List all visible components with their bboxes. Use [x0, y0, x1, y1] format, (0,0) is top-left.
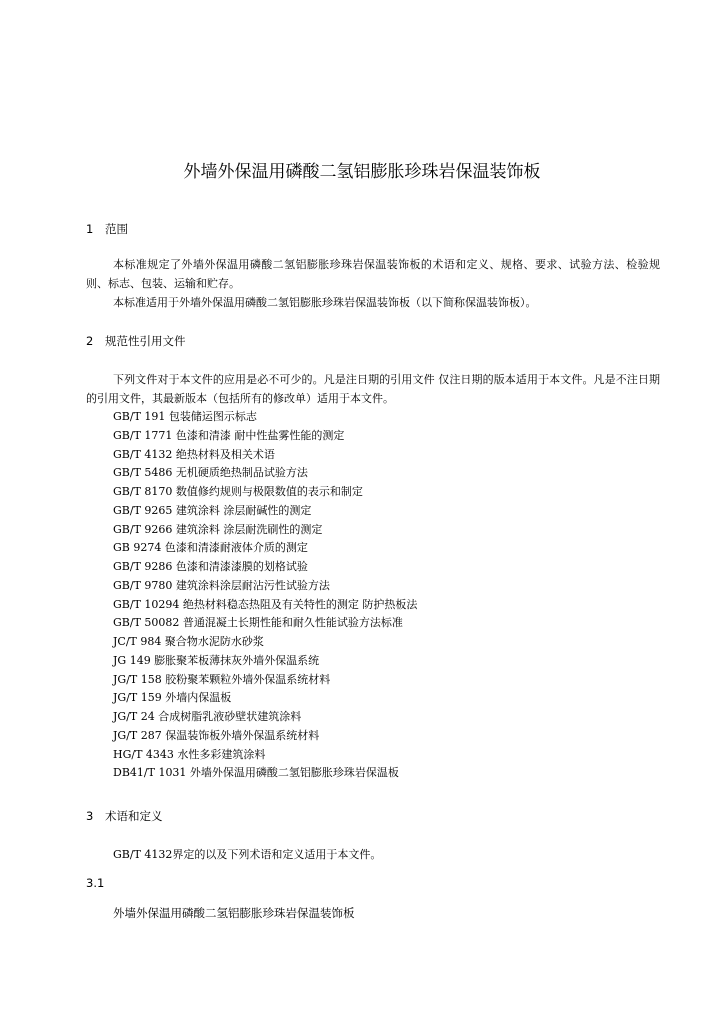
section-3-intro: GB/T 4132界定的以及下列术语和定义适用于本文件。 — [113, 848, 382, 861]
reference-list — [113, 408, 417, 783]
reference-item: GB/T 1771 色漆和清漆 耐中性盐雾性能的测定 — [113, 428, 345, 442]
document-title: 外墙外保温用磷酸二氢铝膨胀珍珠岩保温装饰板 — [183, 162, 541, 182]
reference-item: GB 9274 色漆和清漆耐液体介质的测定 — [113, 541, 308, 555]
reference-item: HG/T 4343 水性多彩建筑涂料 — [113, 747, 266, 761]
section-2-number: 2 — [86, 334, 94, 348]
reference-item: JC/T 984 聚合物水泥防水砂浆 — [113, 635, 264, 648]
section-3-heading — [86, 808, 163, 824]
section-1-number: 1 — [86, 222, 94, 236]
subsection-3-1-number: 3.1 — [86, 876, 105, 890]
reference-item: JG/T 158 胶粉聚苯颗粒外墙外保温系统材料 — [113, 672, 331, 686]
reference-item: DB41/T 1031 外墙外保温用磷酸二氢铝膨胀珍珠岩保温板 — [113, 766, 399, 780]
section-2-heading — [86, 333, 186, 349]
reference-item: GB/T 50082 普通混凝土长期性能和耐久性能试验方法标准 — [113, 616, 403, 630]
section-2-title: 规范性引用文件 — [105, 334, 186, 348]
section-1-paragraph-1: 本标准规定了外墙外保温用磷酸二氢铝膨胀珍珠岩保温装饰板的术语和定义、规格、要求、试验方法、检验规则、标志、包装、运输和贮存。 — [86, 258, 660, 290]
reference-item: GB/T 9266 建筑涂料 涂层耐洗刷性的测定 — [113, 522, 323, 536]
section-1-heading — [86, 221, 128, 237]
reference-item: GB/T 191 包装储运图示标志 — [113, 410, 257, 423]
reference-item: GB/T 5486 无机硬质绝热制品试验方法 — [113, 466, 308, 480]
reference-item: GB/T 9286 色漆和清漆漆膜的划格试验 — [113, 560, 308, 573]
reference-item: GB/T 9780 建筑涂料涂层耐沾污性试验方法 — [113, 578, 330, 592]
section-1-paragraph-2: 本标准适用于外墙外保温用磷酸二氢铝膨胀珍珠岩保温装饰板（以下简称保温装饰板）。 — [113, 296, 537, 309]
reference-item: GB/T 4132 绝热材料及相关术语 — [113, 447, 275, 461]
reference-item: JG/T 24 合成树脂乳液砂壁状建筑涂料 — [113, 710, 302, 723]
section-3-number: 3 — [86, 809, 94, 823]
section-1-title: 范围 — [105, 222, 128, 236]
section-3-title: 术语和定义 — [105, 809, 163, 823]
reference-item: JG/T 287 保温装饰板外墙外保温系统材料 — [113, 728, 320, 742]
reference-item: GB/T 9265 建筑涂料 涂层耐碱性的测定 — [113, 503, 312, 517]
reference-item: GB/T 8170 数值修约规则与极限数值的表示和制定 — [113, 485, 363, 498]
section-2-intro: 下列文件对于本文件的应用是必不可少的。凡是注日期的引用文件 仅注日期的版本适用于本文件。凡是不注日期的引用文件，其最新版本（包括所有的修改单）适用于本文件。 — [86, 373, 660, 405]
reference-item: JG 149 膨胀聚苯板薄抹灰外墙外保温系统 — [113, 653, 320, 667]
term-title: 外墙外保温用磷酸二氢铝膨胀珍珠岩保温装饰板 — [113, 906, 355, 920]
reference-item: GB/T 10294 绝热材料稳态热阻及有关特性的测定 防护热板法 — [113, 597, 418, 611]
reference-item: JG/T 159 外墙内保温板 — [113, 691, 232, 705]
